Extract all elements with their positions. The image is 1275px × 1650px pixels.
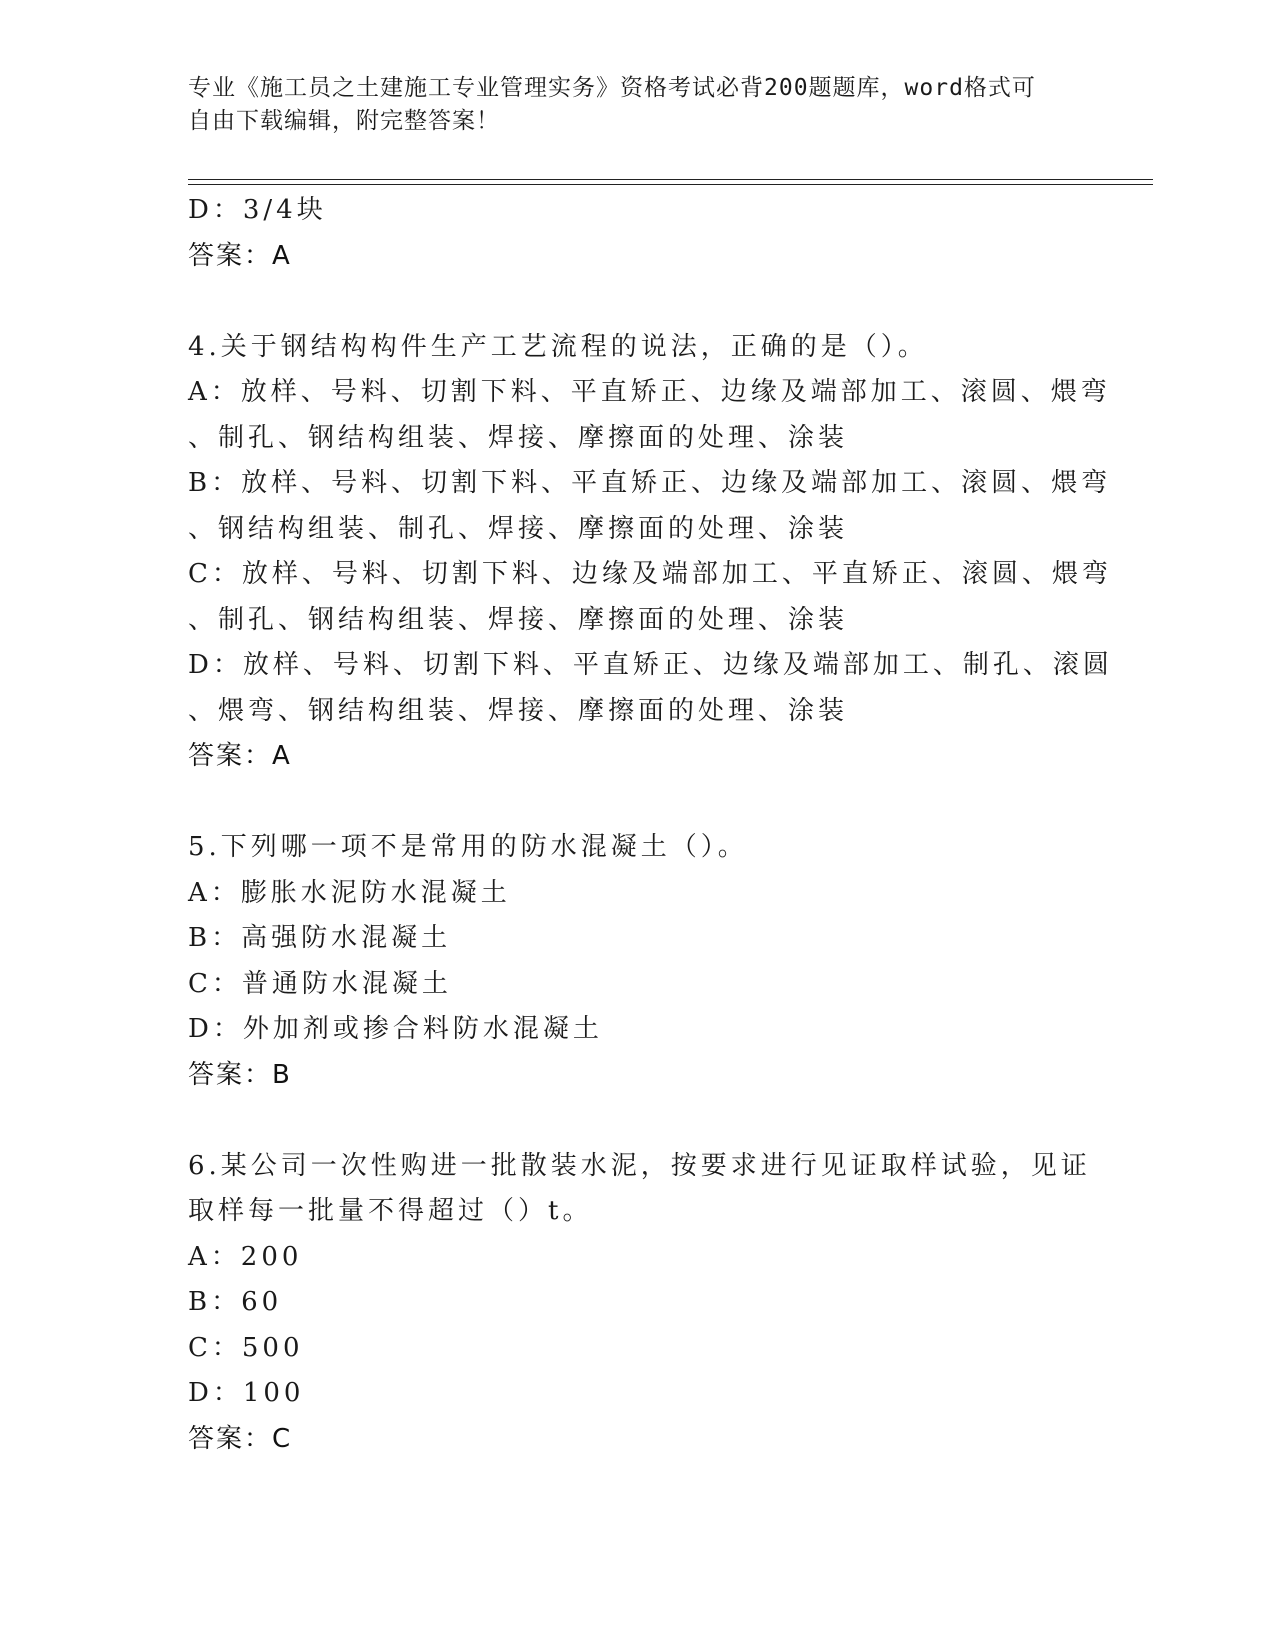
question-block xyxy=(188,825,1088,1098)
question-stem: 6.某公司一次性购进一批散装水泥，按要求进行见证取样试验，见证 xyxy=(188,1150,1091,1181)
option-line: D：3/4块 xyxy=(188,195,327,225)
question-stem-continued: 取样每一批量不得超过（）t。 xyxy=(188,1196,593,1226)
header-divider-top xyxy=(188,179,1153,180)
option-line: 、制孔、钢结构组装、焊接、摩擦面的处理、涂装 xyxy=(188,422,849,453)
question-stem: 5.下列哪一项不是常用的防水混凝土（）。 xyxy=(188,832,748,862)
header-line-2: 自由下载编辑，附完整答案！ xyxy=(188,108,500,134)
option-line: 、煨弯、钢结构组装、焊接、摩擦面的处理、涂装 xyxy=(188,695,849,726)
answer-line: 答案：B xyxy=(188,1059,292,1090)
option-line: A：放样、号料、切割下料、平直矫正、边缘及端部加工、滚圆、煨弯 xyxy=(188,377,1111,407)
option-line: B：60 xyxy=(188,1287,283,1317)
option-line: B：高强防水混凝土 xyxy=(188,923,452,953)
answer-line: 答案：C xyxy=(188,1423,293,1454)
spacer xyxy=(188,279,1088,325)
question-list xyxy=(188,188,1113,1462)
question-block xyxy=(188,1144,1091,1463)
option-line: 、钢结构组装、制孔、焊接、摩擦面的处理、涂装 xyxy=(188,513,849,544)
option-line: D：放样、号料、切割下料、平直矫正、边缘及端部加工、制孔、滚圆 xyxy=(188,650,1113,680)
header-line-1: 专业《施工员之土建施工专业管理实务》资格考试必背200题题库，word格式可 xyxy=(188,75,1036,101)
option-line: A：200 xyxy=(188,1241,303,1272)
option-line: A：膨胀水泥防水混凝土 xyxy=(188,877,511,908)
question-block xyxy=(188,325,1113,780)
option-line: C：放样、号料、切割下料、边缘及端部加工、平直矫正、滚圆、煨弯 xyxy=(188,559,1112,589)
option-line: D：外加剂或掺合料防水混凝土 xyxy=(188,1014,603,1044)
document-header xyxy=(188,72,1068,138)
option-line: C：500 xyxy=(188,1332,304,1363)
answer-line: 答案：A xyxy=(188,741,292,771)
option-line: 、制孔、钢结构组装、焊接、摩擦面的处理、涂装 xyxy=(188,604,849,635)
option-line: D：100 xyxy=(188,1378,305,1408)
option-line: C：普通防水混凝土 xyxy=(188,968,452,999)
header-divider-bottom xyxy=(188,184,1153,185)
question-stem: 4.关于钢结构构件生产工艺流程的说法，正确的是（）。 xyxy=(188,331,928,362)
option-line: B：放样、号料、切割下料、平直矫正、边缘及端部加工、滚圆、煨弯 xyxy=(188,468,1112,498)
spacer xyxy=(188,1098,1088,1144)
answer-line: 答案：A xyxy=(188,240,292,271)
spacer xyxy=(188,780,1088,826)
